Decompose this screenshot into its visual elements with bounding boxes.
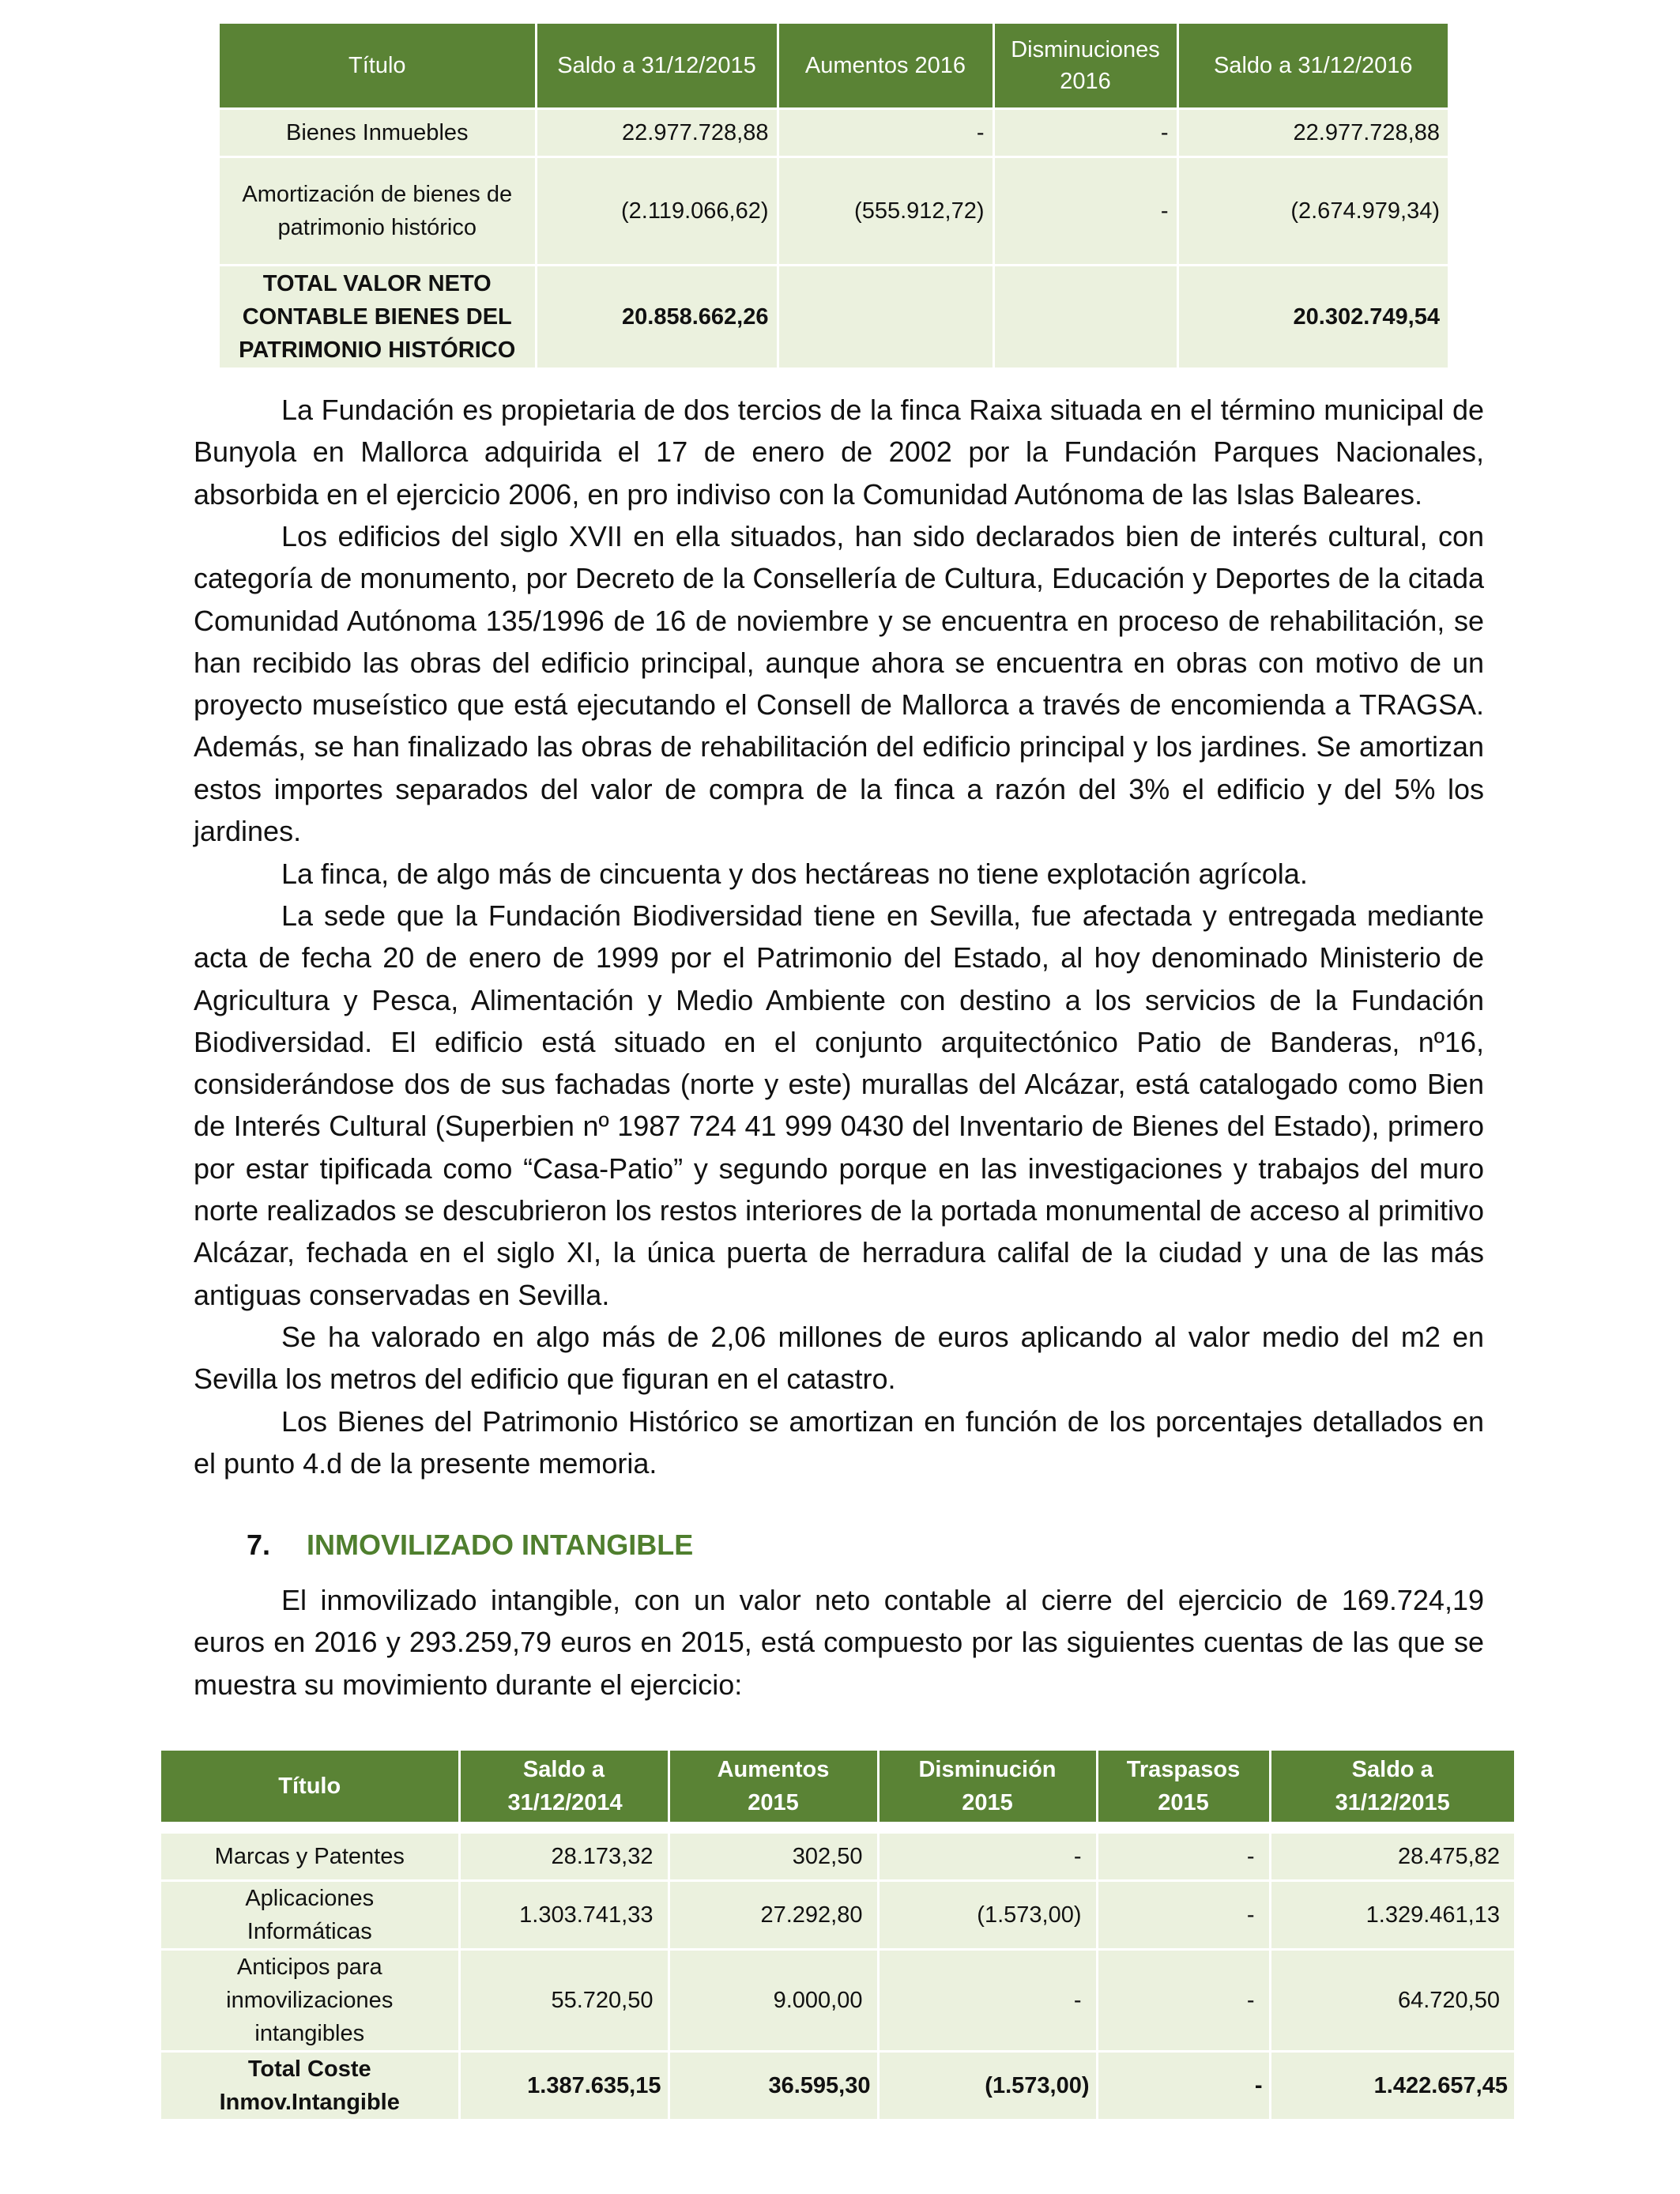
table-row	[161, 1833, 1514, 1881]
paragraph: Los Bienes del Patrimonio Histórico se amortizan en función de los porcentajes detallados en el punto 4.d de la presente memoria.	[194, 1405, 1484, 1480]
paragraph: La finca, de algo más de cincuenta y dos hectáreas no tiene explotación agrícola.	[281, 858, 1308, 890]
column-header: Saldo a 31/12/2015	[1270, 1751, 1514, 1822]
table-spacer	[161, 1822, 1514, 1833]
column-header: Título	[220, 24, 536, 109]
column-header: Aumentos 2015	[669, 1751, 878, 1822]
section-intro: El inmovilizado intangible, con un valor neto contable al cierre del ejercicio de 169.724,19 euros en 2016 y 293.259,79 euros en 2015, está compuesto por las siguientes cuentas de las que se muestra su movimiento durante el ejercicio:	[194, 1584, 1484, 1701]
patrimonio-historico-table	[220, 24, 1448, 368]
table-total-row	[220, 266, 1448, 368]
table-cell: 1.422.657,45	[1270, 2052, 1514, 2120]
row-label: Bienes Inmuebles	[220, 109, 536, 157]
column-header: Aumentos 2016	[778, 24, 993, 109]
section-heading	[247, 1524, 693, 1566]
table-cell: 36.595,30	[669, 2052, 878, 2120]
table-cell: (555.912,72)	[778, 157, 993, 266]
table-cell: 9.000,00	[669, 1950, 878, 2052]
table-cell: 27.292,80	[669, 1881, 878, 1950]
table-cell: (1.573,00)	[878, 2052, 1097, 2120]
table-cell	[993, 266, 1177, 368]
table-cell: 64.720,50	[1270, 1950, 1514, 2052]
section-title: INMOVILIZADO INTANGIBLE	[307, 1529, 694, 1561]
table-cell: -	[878, 1950, 1097, 2052]
column-header: Saldo a 31/12/2016	[1177, 24, 1448, 109]
column-header: Saldo a 31/12/2014	[459, 1751, 669, 1822]
table-cell: 28.173,32	[459, 1833, 669, 1881]
table-cell: 1.387.635,15	[459, 2052, 669, 2120]
table-row	[161, 1950, 1514, 2052]
row-label: Anticipos para inmovilizaciones intangibles	[161, 1950, 459, 2052]
table-cell: 55.720,50	[459, 1950, 669, 2052]
paragraph: Los edificios del siglo XVII en ella situados, han sido declarados bien de interés cultural, con categoría de monumento, por Decreto de la Consellería de Cultura, Educación y Deportes de la citada Comunidad Autónoma 135/1996 de 16 de noviembre y se encuentra en proceso de rehabilitación, se han recibido las obras del edificio principal, aunque ahora se encuentra en obras con motivo de un proyecto museístico que está ejecutando el Consell de Mallorca a través de encomienda a TRAGSA. Además, se han finalizado las obras de rehabilitación del edificio principal y los jardines. Se amortizan estos importes separados del valor de compra de la finca a razón del 3% el edificio y del 5% los jardines.	[194, 520, 1484, 848]
table-cell: -	[1097, 2052, 1270, 2120]
row-label: TOTAL VALOR NETO CONTABLE BIENES DEL PATRIMONIO HISTÓRICO	[220, 266, 536, 368]
inmovilizado-intangible-table	[161, 1751, 1514, 2119]
table-cell: (2.674.979,34)	[1177, 157, 1448, 266]
table-cell: 22.977.728,88	[1177, 109, 1448, 157]
table-cell: -	[878, 1833, 1097, 1881]
table-cell: 22.977.728,88	[536, 109, 778, 157]
table-cell	[778, 266, 993, 368]
table-cell: (1.573,00)	[878, 1881, 1097, 1950]
column-header: Traspasos 2015	[1097, 1751, 1270, 1822]
paragraph: Se ha valorado en algo más de 2,06 millones de euros aplicando al valor medio del m2 en Sevilla los metros del edificio que figuran en el catastro.	[194, 1321, 1484, 1396]
row-label: Aplicaciones Informáticas	[161, 1881, 459, 1950]
table-row	[220, 157, 1448, 266]
table-row	[161, 1881, 1514, 1950]
table-total-row	[161, 2052, 1514, 2120]
column-header: Título	[161, 1751, 459, 1822]
table-cell: 20.302.749,54	[1177, 266, 1448, 368]
table-cell: 1.303.741,33	[459, 1881, 669, 1950]
table-cell: 302,50	[669, 1833, 878, 1881]
table-row	[220, 109, 1448, 157]
table-cell: 20.858.662,26	[536, 266, 778, 368]
table-cell: 28.475,82	[1270, 1833, 1514, 1881]
table-header-row	[220, 24, 1448, 109]
table-cell: -	[993, 157, 1177, 266]
column-header: Disminuciones 2016	[993, 24, 1177, 109]
column-header: Disminución 2015	[878, 1751, 1097, 1822]
paragraph: La sede que la Fundación Biodiversidad tiene en Sevilla, fue afectada y entregada mediante acta de fecha 20 de enero de 1999 por el Patrimonio del Estado, al hoy denominado Ministerio de Agricultura y Pesca, Alimentación y Medio Ambiente con destino a los servicios de la Fundación Biodiversidad. El edificio está situado en el conjunto arquitectónico Patio de Banderas, nº16, considerándose dos de sus fachadas (norte y este) murallas del Alcázar, está catalogado como Bien de Interés Cultural (Superbien nº 1987 724 41 999 0430 del Inventario de Bienes del Estado), primero por estar tipificada como “Casa-Patio” y segundo porque en las investigaciones y trabajos del muro norte realizados se descubrieron los restos interiores de la portada monumental de acceso al primitivo Alcázar, fechada en el siglo XI, la única puerta de herradura califal de la ciudad y una de las más antiguas conservadas en Sevilla.	[194, 899, 1484, 1311]
table-cell: -	[1097, 1950, 1270, 2052]
row-label: Marcas y Patentes	[161, 1833, 459, 1881]
table-cell: (2.119.066,62)	[536, 157, 778, 266]
row-label: Amortización de bienes de patrimonio histórico	[220, 157, 536, 266]
column-header: Saldo a 31/12/2015	[536, 24, 778, 109]
table-cell: -	[1097, 1881, 1270, 1950]
row-label: Total Coste Inmov.Intangible	[161, 2052, 459, 2120]
table-cell: -	[1097, 1833, 1270, 1881]
table-cell: -	[993, 109, 1177, 157]
paragraph: La Fundación es propietaria de dos tercios de la finca Raixa situada en el término municipal de Bunyola en Mallorca adquirida el 17 de enero de 2002 por la Fundación Parques Nacionales, absorbida en el ejercicio 2006, en pro indiviso con la Comunidad Autónoma de las Islas Baleares.	[194, 394, 1484, 511]
table-cell: 1.329.461,13	[1270, 1881, 1514, 1950]
section-number: 7.	[247, 1529, 271, 1561]
table-cell: -	[778, 109, 993, 157]
table-header-row	[161, 1751, 1514, 1822]
